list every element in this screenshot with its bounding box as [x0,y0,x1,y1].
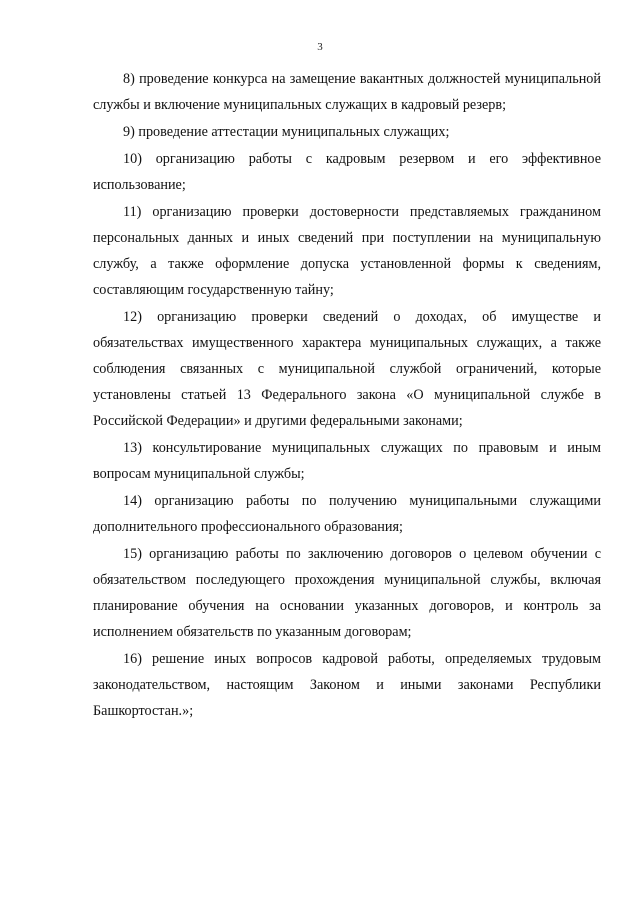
list-item-9: 9) проведение аттестации муниципальных служащих; [123,124,450,140]
list-item-14: 14) организацию работы по получению муниципальными служащими дополнительного профессионального образования; [93,493,601,535]
list-item-16: 16) решение иных вопросов кадровой работы, определяемых трудовым законодательством, настоящим Законом и иными законами Республики Башкортостан.»; [93,651,601,719]
document-body [93,66,601,724]
list-item-12: 12) организацию проверки сведений о доходах, об имуществе и обязательствах имущественного характера муниципальных служащих, а также соблюдения связанных с муниципальной службой ограничений, которые установлены статьей 13 Федерального закона «О муниципальной службе в Российской Федерации» и другими федеральными законами; [93,309,601,429]
list-item-13: 13) консультирование муниципальных служащих по правовым и иным вопросам муниципальной службы; [93,440,601,482]
list-item-11: 11) организацию проверки достоверности представляемых гражданином персональных данных и иных сведений при поступлении на муниципальную службу, а также оформление допуска установленной формы к сведениям, составляющим государственную тайну; [93,204,601,298]
list-item-15: 15) организацию работы по заключению договоров о целевом обучении с обязательством последующего прохождения муниципальной службы, включая планирование обучения на основании указанных договоров, и контроль за исполнением обязательств по указанным договорам; [93,546,601,640]
page-number: 3 [317,41,323,53]
list-item-8: 8) проведение конкурса на замещение вакантных должностей муниципальной службы и включение муниципальных служащих в кадровый резерв; [93,71,601,113]
list-item-10: 10) организацию работы с кадровым резервом и его эффективное использование; [93,151,601,193]
